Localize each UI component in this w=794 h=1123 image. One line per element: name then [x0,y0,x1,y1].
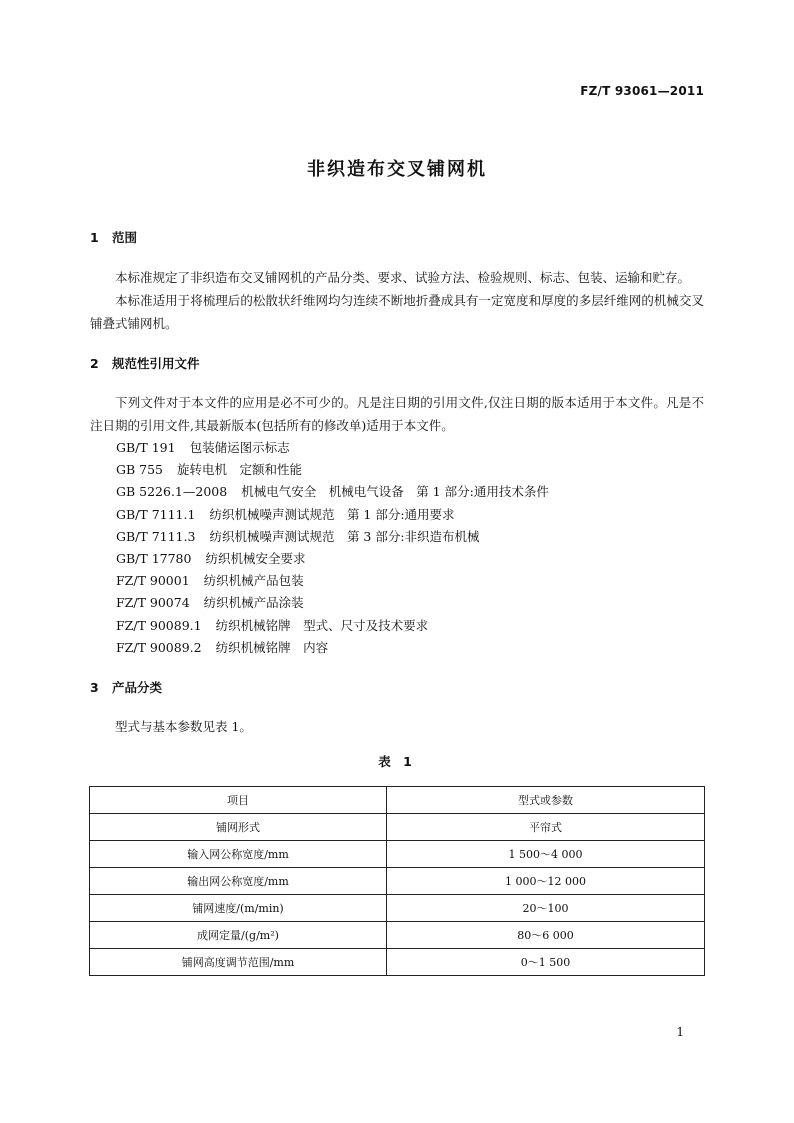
table-row [90,949,705,976]
table-cell-value: 80～6 000 [387,922,705,949]
table-header-cell: 型式或参数 [387,787,705,814]
reference-list [90,437,704,659]
reference-code: FZ/T 90074 [116,595,190,611]
reference-title: 纺织机械铭牌 型式、尺寸及技术要求 [215,617,429,633]
table-cell-value: 1 500～4 000 [387,841,705,868]
table-header-cell: 项目 [90,787,387,814]
reference-code: GB 755 [116,462,164,478]
table-row [90,814,705,841]
reference-code: GB/T 17780 [116,551,192,567]
document-body [90,228,704,976]
table-row [90,841,705,868]
reference-code: FZ/T 90089.1 [116,617,202,633]
table-row [90,895,705,922]
reference-item [90,615,704,637]
reference-code: FZ/T 90001 [116,573,190,589]
table-cell-item: 铺网速度/(m/min) [90,895,387,922]
reference-code: FZ/T 90089.2 [116,639,202,655]
scope-paragraph-2: 本标准适用于将梳理后的松散状纤维网均匀连续不断地折叠成具有一定宽度和厚度的多层纤维网的机械交叉铺叠式铺网机。 [90,293,704,331]
reference-item [90,437,704,459]
reference-item [90,504,704,526]
page-number: 1 [676,1025,684,1039]
reference-item [90,637,704,659]
table-cell-value: 1 000～12 000 [387,868,705,895]
scope-paragraph-1: 本标准规定了非织造布交叉铺网机的产品分类、要求、试验方法、检验规则、标志、包装、运输和贮存。 [115,270,691,285]
reference-title: 纺织机械噪声测试规范 第 3 部分:非织造布机械 [209,528,480,544]
reference-title: 纺织机械安全要求 [205,551,306,567]
reference-item [90,526,704,548]
table-cell-item: 输出网公称宽度/mm [90,868,387,895]
reference-item [90,548,704,570]
section-title: 范围 [112,230,138,245]
reference-code: GB/T 7111.1 [116,506,196,522]
reference-title: 纺织机械产品包装 [203,573,304,589]
section-number: 3 [90,680,99,696]
table-caption: 表 1 [378,754,416,770]
document-title: 非织造布交叉铺网机 [307,159,487,180]
reference-item [90,481,704,503]
table-cell-item: 成网定量/(g/m²) [90,922,387,949]
section-heading-classification [90,678,704,698]
reference-code: GB 5226.1—2008 [116,484,228,500]
table-header-row [90,787,705,814]
reference-title: 纺织机械噪声测试规范 第 1 部分:通用要求 [209,506,455,522]
table-cell-value: 平帘式 [387,814,705,841]
reference-title: 包装储运图示标志 [189,440,290,455]
table-cell-item: 铺网高度调节范围/mm [90,949,387,976]
section-title: 产品分类 [112,680,163,696]
reference-item [90,570,704,592]
section-number: 1 [90,230,99,245]
section-heading-references [90,354,704,374]
reference-code: GB/T 7111.3 [116,528,196,544]
reference-title: 纺织机械产品涂装 [203,595,304,611]
section-number: 2 [90,356,99,371]
table-row [90,922,705,949]
reference-item [90,592,704,614]
reference-title: 纺织机械铭牌 内容 [215,639,329,655]
table-cell-item: 输入网公称宽度/mm [90,841,387,868]
reference-title: 旋转电机 定额和性能 [177,462,303,478]
parameters-table [89,786,705,976]
table-cell-value: 0～1 500 [387,949,705,976]
table-row [90,868,705,895]
section-heading-scope [90,228,704,248]
standard-code: FZ/T 93061—2011 [580,84,704,98]
reference-code: GB/T 191 [116,440,176,455]
references-intro: 下列文件对于本文件的应用是必不可少的。凡是注日期的引用文件,仅注日期的版本适用于本文件。凡是不注日期的引用文件,其最新版本(包括所有的修改单)适用于本文件。 [90,395,704,433]
section-title: 规范性引用文件 [112,356,200,371]
classification-text: 型式与基本参数见表 1。 [115,719,252,735]
table-cell-item: 铺网形式 [90,814,387,841]
reference-item [90,459,704,481]
table-cell-value: 20～100 [387,895,705,922]
reference-title: 机械电气安全 机械电气设备 第 1 部分:通用技术条件 [241,484,549,500]
